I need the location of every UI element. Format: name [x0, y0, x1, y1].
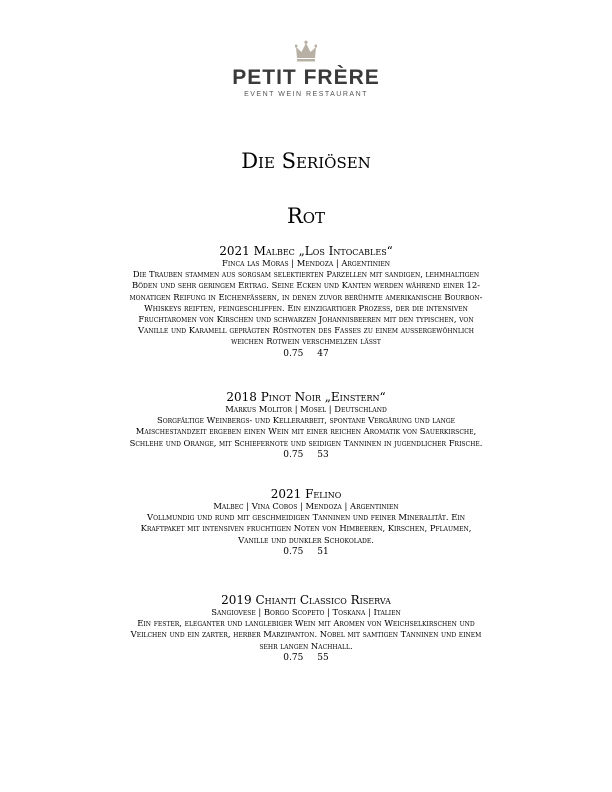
- wine-description: Die Trauben stammen aus sorgsam selektierten Parzellen mit sandigen, lehmhaltigen Böden und sehr geringem Ertrag. Seine Ecken und Kanten werden während einer 12-monatigen Reifung in Eichenfässern, in denen zuvor berühmte amerikanische Bourbon-Whiskeys reiften, feingeschliffen. Ein einzigartiger Prozess, der die intensiven Fruchtaromen von Kirschen und schwarzen Johannisbeeren mit den typischen, von Vanille und Karamell geprägten Röstnoten des Fasses zu einem außergewöhnlich weichen Rotwein verschmelzen lässt: [129, 269, 483, 347]
- wine-name: Felino: [305, 487, 342, 501]
- wine-price: [126, 546, 486, 558]
- wine-title: [126, 593, 486, 607]
- section-title-rot: Rot: [286, 204, 326, 228]
- wine-entry: [126, 487, 486, 558]
- wine-origin: Malbec | Vina Cobos | Mendoza | Argentinien: [213, 501, 399, 511]
- wine-price-value: 51: [317, 546, 329, 557]
- wine-title: [126, 487, 486, 501]
- wine-entry: [126, 593, 486, 664]
- wine-name: Malbec „Los Intocables“: [253, 244, 393, 258]
- page-title: Die Seriösen: [241, 149, 371, 173]
- wine-origin: Markus Molitor | Mosel | Deutschland: [225, 404, 387, 414]
- wine-description: Ein fester, eleganter und langlebiger Wein mit Aromen von Weichselkirschen und Veilchen und ein zarter, herber Marzipanton. Nobel mit samtigen Tanninen und einem sehr langen Nachhall.: [130, 618, 482, 651]
- wine-title: [126, 390, 486, 404]
- wine-origin: Finca las Moras | Mendoza | Argentinien: [222, 258, 390, 268]
- wine-price-value: 47: [317, 348, 329, 359]
- wine-description: Sorgfältige Weinbergs- und Kellerarbeit, spontane Vergärung und lange Maischestandzeit ergeben einen Wein mit einer reichen Aromatik von Sauerkirsche, Schlehe und Orange, mit Schiefernote und seidigen Tanninen in jugendlicher Frische.: [129, 415, 483, 448]
- crown-icon: [295, 40, 317, 62]
- wine-volume: 0.75: [283, 348, 304, 359]
- wine-price-value: 53: [317, 449, 329, 460]
- wine-price-value: 55: [317, 652, 329, 663]
- wine-entry: [126, 244, 486, 360]
- wine-name: Pinot Noir „Einstern“: [260, 390, 386, 404]
- wine-volume: 0.75: [283, 652, 304, 663]
- wine-title: [126, 244, 486, 258]
- restaurant-logo: [0, 40, 612, 98]
- brand-tagline: EVENT WEIN RESTAURANT: [244, 91, 368, 98]
- wine-entry: [126, 390, 486, 461]
- wine-year: 2018: [226, 390, 257, 404]
- wine-price: [126, 449, 486, 461]
- wine-year: 2021: [219, 244, 250, 258]
- brand-name: PETIT FRÈRE: [232, 66, 380, 89]
- wine-price: [126, 652, 486, 664]
- wine-volume: 0.75: [283, 449, 304, 460]
- wine-description: Vollmundig und rund mit geschmeidigen Tanninen und feiner Mineralität. Ein Kraftpaket mit intensiven fruchtigen Noten von Himbeeren, Kirschen, Pflaumen, Vanille und dunkler Schokolade.: [140, 512, 472, 545]
- wine-origin: Sangiovese | Borgo Scopeto | Toskana | Italien: [211, 607, 401, 617]
- wine-year: 2019: [221, 593, 252, 607]
- wine-price: [126, 348, 486, 360]
- wine-year: 2021: [270, 487, 302, 501]
- wine-name: Chianti Classico Riserva: [255, 593, 391, 607]
- wine-volume: 0.75: [283, 546, 304, 557]
